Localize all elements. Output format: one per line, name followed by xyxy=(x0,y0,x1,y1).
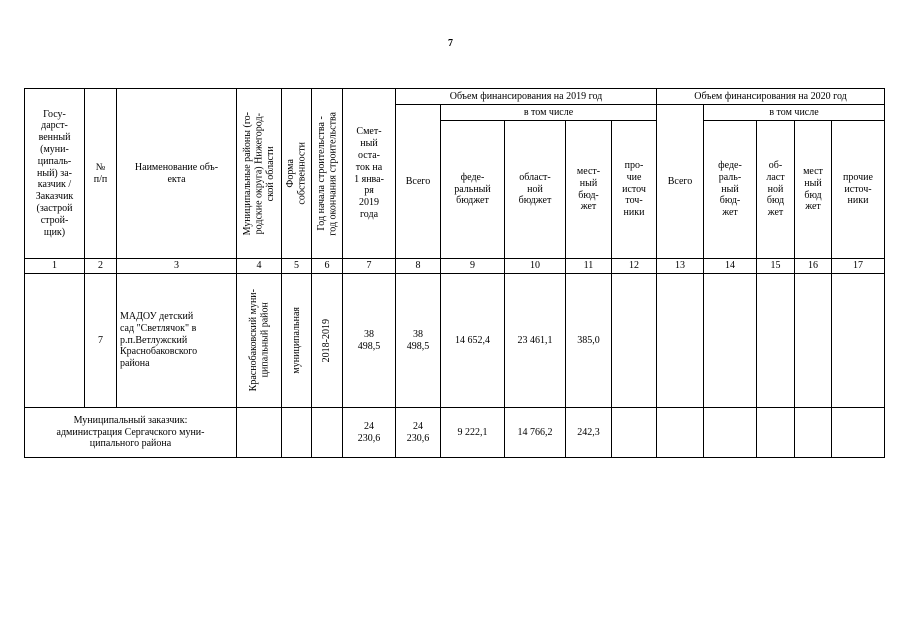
row-oth-2019 xyxy=(612,274,657,408)
column-number: 10 xyxy=(505,259,566,274)
row-loc-2019: 385,0 xyxy=(566,274,612,408)
row-ownership: муниципальная xyxy=(290,307,302,374)
summary-loc-2019: 242,3 xyxy=(566,408,612,458)
row-remaining: 38 498,5 xyxy=(343,274,396,408)
header-ownership-cell xyxy=(282,89,312,259)
summary-label: Муниципальный заказчик: администрация Сергачского муни- ципального района xyxy=(25,408,237,458)
header-oth-2019: про- чие источ точ- ники xyxy=(612,121,657,259)
column-number: 12 xyxy=(612,259,657,274)
column-number: 11 xyxy=(566,259,612,274)
column-number: 1 xyxy=(25,259,85,274)
row-fed-2019: 14 652,4 xyxy=(441,274,505,408)
row-reg-2020 xyxy=(757,274,795,408)
summary-remaining: 24 230,6 xyxy=(343,408,396,458)
column-number: 7 xyxy=(343,259,396,274)
header-object-name: Наименование объ- екта xyxy=(117,89,237,259)
row-district-cell xyxy=(237,274,282,408)
summary-empty-cell xyxy=(282,408,312,458)
header-districts-cell xyxy=(237,89,282,259)
column-number: 13 xyxy=(657,259,704,274)
column-number: 3 xyxy=(117,259,237,274)
column-number: 15 xyxy=(757,259,795,274)
row-object-name: МАДОУ детский сад "Светлячок" в р.п.Ветлужский Краснобаковского района xyxy=(117,274,237,408)
header-remaining: Смет- ный оста- ток на 1 янва- ря 2019 года xyxy=(343,89,396,259)
column-number: 17 xyxy=(832,259,885,274)
summary-empty-cell xyxy=(704,408,757,458)
header-loc-2019: мест- ный бюд- жет xyxy=(566,121,612,259)
header-fin-2020: Объем финансирования на 2020 год xyxy=(657,89,885,105)
summary-empty-cell xyxy=(312,408,343,458)
row-total-2019: 38 498,5 xyxy=(396,274,441,408)
summary-row xyxy=(25,408,885,458)
summary-total-2019: 24 230,6 xyxy=(396,408,441,458)
column-number: 6 xyxy=(312,259,343,274)
summary-empty-cell xyxy=(657,408,704,458)
header-including-2020: в том числе xyxy=(704,105,885,121)
column-number: 4 xyxy=(237,259,282,274)
row-fed-2020 xyxy=(704,274,757,408)
header-reg-2020: об- ласт ной бюд жет xyxy=(757,121,795,259)
column-number: 2 xyxy=(85,259,117,274)
header-number: № п/п xyxy=(85,89,117,259)
row-years-cell xyxy=(312,274,343,408)
column-number: 16 xyxy=(795,259,832,274)
row-oth-2020 xyxy=(832,274,885,408)
row-years: 2018-2019 xyxy=(321,318,333,363)
row-ownership-cell xyxy=(282,274,312,408)
summary-empty-cell xyxy=(795,408,832,458)
column-number-row xyxy=(25,259,885,274)
table-row xyxy=(25,274,885,408)
row-district: Краснобаковский муни- ципальный район xyxy=(247,289,270,392)
column-number: 8 xyxy=(396,259,441,274)
summary-empty-cell xyxy=(832,408,885,458)
row-number: 7 xyxy=(85,274,117,408)
header-loc-2020: мест ный бюд жет xyxy=(795,121,832,259)
header-ownership: Форма собственности xyxy=(285,142,308,205)
column-number: 14 xyxy=(704,259,757,274)
header-customer: Госу- дарст- венный (муни- ципаль- ный) за- казчик / Заказчик (застрой строй- щик) xyxy=(25,89,85,259)
row-total-2020 xyxy=(657,274,704,408)
header-total-2020: Всего xyxy=(657,105,704,259)
header-fin-2019: Объем финансирования на 2019 год xyxy=(396,89,657,105)
page-number: 7 xyxy=(448,38,453,49)
header-total-2019: Всего xyxy=(396,105,441,259)
summary-reg-2019: 14 766,2 xyxy=(505,408,566,458)
row-customer xyxy=(25,274,85,408)
header-years: Год начала строительства - год окончания строительства xyxy=(315,111,338,236)
summary-empty-cell xyxy=(237,408,282,458)
header-districts: Муниципальные районы (го- родские округа) Нижегород- ской области xyxy=(241,111,276,236)
row-reg-2019: 23 461,1 xyxy=(505,274,566,408)
header-oth-2020: прочие источ- ники xyxy=(832,121,885,259)
header-row-1 xyxy=(25,89,885,105)
header-including-2019: в том числе xyxy=(441,105,657,121)
header-reg-2019: област- ной бюджет xyxy=(505,121,566,259)
header-fed-2019: феде- ральный бюджет xyxy=(441,121,505,259)
row-loc-2020 xyxy=(795,274,832,408)
header-years-cell xyxy=(312,89,343,259)
column-number: 9 xyxy=(441,259,505,274)
summary-empty-cell xyxy=(757,408,795,458)
summary-fed-2019: 9 222,1 xyxy=(441,408,505,458)
header-fed-2020: федe- раль- ный бюд- жет xyxy=(704,121,757,259)
summary-empty-cell xyxy=(612,408,657,458)
column-number: 5 xyxy=(282,259,312,274)
financing-table xyxy=(24,88,885,458)
